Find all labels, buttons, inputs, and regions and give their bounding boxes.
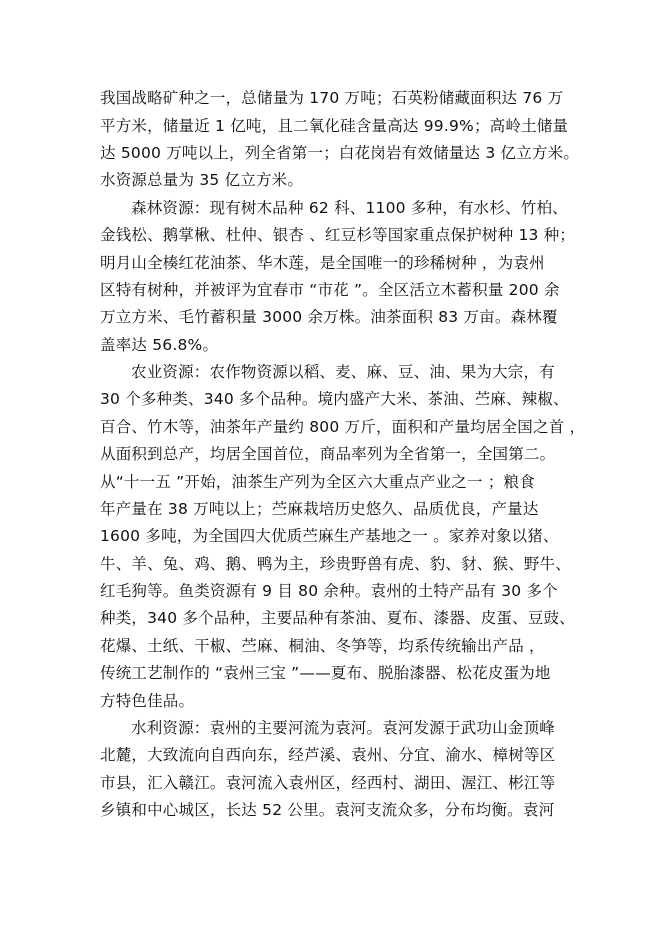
text-line: 达 5000 万吨以上，列全省第一；白花岗岩有效储量达 3 亿立方米。	[100, 144, 580, 162]
text-line: 水资源总量为 35 亿立方米。	[100, 171, 304, 189]
text-line: 30 个多种类、340 多个品种。境内盛产大米、茶油、苎麻、辣椒、	[100, 390, 569, 408]
text-line: 种类，340 多个品种，主要品种有茶油、夏布、漆器、皮蛋、豆豉、	[100, 609, 575, 627]
text-line: 我国战略矿种之一，总储量为 170 万吨；石英粉储藏面积达 76 万	[100, 89, 564, 107]
text-line: 金钱松、鹅掌楸、杜仲、银杏 、红豆杉等国家重点保护树种 13 种；	[100, 226, 576, 244]
text-line: 北麓，大致流向自西向东，经芦溪、袁州、分宜、渝水、樟树等区	[100, 746, 556, 764]
paragraph-start-agriculture: 农业资源：农作物资源以稻、麦、麻、豆、油、果为大宗，有	[131, 363, 555, 381]
text-line: 红毛狗等。鱼类资源有 9 目 80 余种。袁州的土特产品有 30 多个	[100, 582, 558, 600]
text-line: 年产量在 38 万吨以上；苎麻栽培历史悠久、品质优良，产量达	[100, 500, 539, 518]
text-line: 盖率达 56.8%。	[100, 336, 219, 354]
text-line: 传统工艺制作的 “袁州三宝 ”——夏布、脱胎漆器、松花皮蛋为地	[100, 664, 551, 682]
text-line: 方特色佳品。	[100, 692, 195, 710]
text-line: 万立方米、毛竹蓄积量 3000 余万株。油茶面积 83 万亩。森林覆	[100, 308, 558, 326]
text-line: 牛、羊、兔、鸡、鹅、鸭为主，珍贵野兽有虎、豹、豺、猴、野牛、	[100, 555, 572, 573]
paragraph-start-water: 水利资源：袁州的主要河流为袁河。袁河发源于武功山金顶峰	[131, 719, 555, 737]
text-line: 乡镇和中心城区，长达 52 公里。袁河支流众多，分布均衡。袁河	[100, 801, 555, 819]
text-line: 市县，汇入赣江。袁河流入袁州区，经西村、湖田、渥江、彬江等	[100, 774, 556, 792]
text-line: 从“十一五 ”开始，油茶生产列为全区六大重点产业之一 ；粮食	[100, 473, 535, 491]
paragraph-start-forest: 森林资源：现有树木品种 62 科、1100 多种，有水杉、竹柏、	[131, 199, 568, 217]
text-line: 明月山全楱红花油茶、华木莲，是全国唯一的珍稀树种 ，为袁州	[100, 254, 545, 272]
text-line: 百合、竹木等，油茶年产量约 800 万斤，面积和产量均居全国之首 ，	[100, 418, 586, 436]
text-line: 1600 多吨，为全国四大优质苎麻生产基地之一 。家养对象以猪、	[100, 527, 559, 545]
text-line: 从面积到总产，均居全国首位，商品率列为全省第一，全国第二。	[100, 445, 556, 463]
text-line: 花爆、土纸、干椒、苎麻、桐油、冬笋等，均系传统输出产品 ，	[100, 637, 545, 655]
text-line: 平方米，储量近 1 亿吨，且二氧化硅含量高达 99.9%；高岭土储量	[100, 117, 569, 135]
text-line: 区特有树种，并被评为宜春市 “市花 ”。全区活立木蓄积量 200 余	[100, 281, 560, 299]
